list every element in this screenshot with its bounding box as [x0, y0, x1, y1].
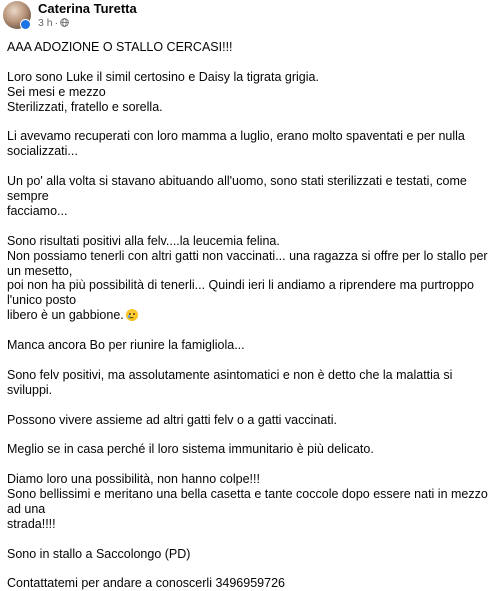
post-paragraph: Contattatemi per andare a conoscerli 3496959726 — [7, 576, 285, 591]
post-paragraph: Diamo loro una possibilità, non hanno colpe!!! Sono bellissimi e meritano una bella casetta e tante coccole dopo essere nati in mezzo ad una strada!!!! — [7, 472, 488, 531]
post-paragraph: Manca ancora Bo per riunire la famigliola... — [7, 338, 245, 353]
post-header — [0, 0, 500, 30]
post-paragraph-text: Sono risultati positivi alla felv....la leucemia felina. Non possiamo tenerli con altri gatti non vaccinati... una ragazza si offre per lo stallo per un mesetto, poi non ha più possibilità di tenerli... Quindi ieri li andiamo a riprendere ma purtroppo l'unico posto libero è un gabbione. — [7, 233, 488, 323]
meta-separator: · — [54, 17, 59, 29]
post-paragraph: Possono vivere assieme ad altri gatti felv o a gatti vaccinati. — [7, 412, 338, 427]
online-badge — [20, 19, 31, 30]
crying-face-icon — [126, 309, 138, 321]
post-meta — [38, 17, 69, 29]
post-paragraph: Sono felv positivi, ma assolutamente asintomatici e non è detto che la malattia si sviluppi. — [7, 367, 453, 397]
post-paragraph — [7, 234, 495, 323]
post-paragraph: AAA ADOZIONE O STALLO CERCASI!!! — [7, 40, 233, 54]
post-paragraph: Li avevamo recuperati con loro mamma a luglio, erano molto spaventati e per nulla socializzati... — [7, 129, 465, 159]
post-paragraph: Loro sono Luke il simil certosino e Daisy la tigrata grigia. Sei mesi e mezzo Sterilizzati, fratello e sorella. — [7, 69, 319, 114]
post-paragraph: Meglio se in casa perché il loro sistema immunitario è più delicato. — [7, 442, 374, 457]
author-name[interactable]: Caterina Turetta — [38, 1, 137, 16]
post-paragraph: Sono in stallo a Saccolongo (PD) — [7, 546, 191, 561]
post-paragraph: Un po' alla volta si stavano abituando all'uomo, sono stati sterilizzati e testati, come sempre facciamo... — [7, 174, 467, 218]
globe-icon[interactable] — [60, 18, 69, 27]
post-time[interactable]: 3 h — [38, 17, 53, 29]
post-body — [7, 40, 495, 591]
